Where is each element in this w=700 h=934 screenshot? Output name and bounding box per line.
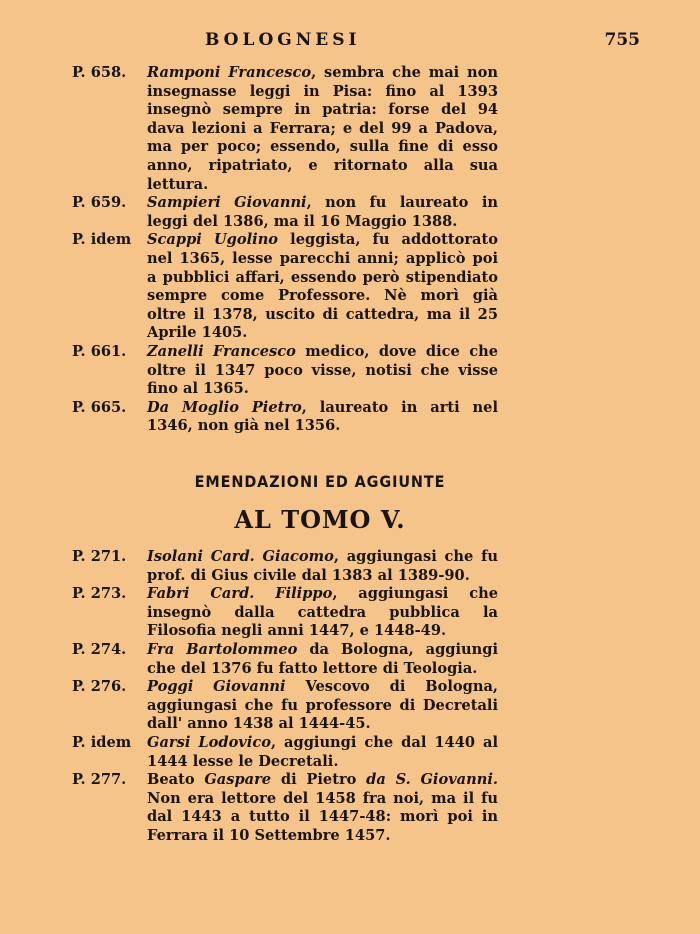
entry-665: [72, 399, 498, 436]
entry-name-2: da S. Giovanni.: [366, 771, 498, 789]
entry-text: , sembra che mai non insegnasse leggi in Pisa: fino al 1393 insegnò sempre in patria: forse del 94 dava lezioni a Ferrara; e del 99 a Padova, ma per poco; essendo, sulla fine di esso anno, ripatriato, e ritornato alla sua lettura.: [147, 64, 499, 193]
entry-prefix: Beato: [147, 771, 205, 789]
entry-name: Isolani Card. Giacomo: [147, 548, 334, 565]
entry-name: Garsi Lodovico: [147, 733, 271, 751]
entry-ref: P. 665.: [72, 398, 127, 416]
running-title: BOLOGNESI: [205, 30, 361, 50]
page-number: 755: [604, 30, 640, 50]
entry-ref: P. 658.: [72, 64, 127, 81]
entry-ref: P. idem: [72, 231, 132, 249]
section-title-tomo: AL TOMO V.: [234, 505, 406, 534]
entry-ref: P. 659.: [72, 194, 127, 212]
entries-top: [72, 64, 498, 436]
entry-text: da Bologna, aggiungi che del 1376 fu fatto lettore di Teologia.: [147, 640, 498, 677]
entry-274: [72, 641, 498, 678]
entry-text: leggista, fu addottorato nel 1365, lesse parecchi anni; applicò poi a pubblici affari, essendo però stipendiato sempre come Professore. Nè morì già oltre il 1378, uscito di cattedra, ma il 25 Aprile 1405.: [147, 231, 498, 342]
entry-ref: P. 273.: [72, 585, 127, 603]
entry-text: , aggiungasi che insegnò dalla cattedra pubblica la Filosofia negli anni 1447, e 1448-49.: [147, 585, 498, 640]
entry-276: [72, 678, 498, 734]
entry-ref: P. idem: [72, 733, 132, 751]
entry-ref: P. 661.: [72, 342, 127, 360]
entry-name: Scappi Ugolino: [147, 231, 279, 249]
entry-ref: P. 276.: [72, 678, 127, 696]
entry-text: , aggiungi che dal 1440 al 1444 lesse le Decretali.: [147, 733, 499, 770]
entry-name: Zanelli Francesco: [147, 342, 296, 360]
entries-bottom: [72, 548, 498, 846]
entry-659-idem: [72, 231, 498, 343]
entry-name: Poggi Giovanni: [147, 678, 286, 696]
entry-name: Da Moglio Pietro: [147, 398, 302, 416]
entry-text: , aggiungasi che fu prof. di Gius civile dal 1383 al 1389-90.: [147, 548, 498, 584]
entry-name: Fabri Card. Filippo: [147, 585, 333, 603]
entry-277: [72, 771, 498, 845]
entry-276-idem: [72, 734, 498, 771]
entry-661: [72, 343, 498, 399]
entry-ref: P. 277.: [72, 771, 127, 789]
running-head: [205, 30, 640, 50]
entry-273: [72, 585, 498, 641]
entry-name: Gaspare: [204, 771, 272, 789]
entry-name: Sampieri Giovanni: [147, 194, 307, 212]
entry-658: [72, 64, 498, 194]
entry-text: , non fu laureato in leggi del 1386, ma il 16 Maggio 1388.: [147, 194, 498, 230]
entry-name: Fra Bartolommeo: [147, 640, 298, 658]
entry-ref: P. 274.: [72, 640, 127, 658]
section-title-emendazioni: EMENDAZIONI ED AGGIUNTE: [194, 472, 446, 491]
entry-text: Non era lettore del 1458 fra noi, ma il fu dal 1443 a tutto il 1447-48: morì poi in Ferrara il 10 Settembre 1457.: [147, 789, 498, 844]
entry-mid: di Pietro: [271, 771, 367, 789]
entry-text: Vescovo di Bologna, aggiungasi che fu professore di Decretali dall' anno 1438 al 1444-45.: [147, 678, 498, 733]
entry-ref: P. 271.: [72, 548, 127, 565]
entry-659: [72, 194, 498, 231]
entry-name: Ramponi Francesco: [147, 64, 312, 81]
entry-text: medico, dove dice che oltre il 1347 poco visse, notisi che visse fino al 1365.: [147, 342, 498, 398]
entry-text: , laureato in arti nel 1346, non già nel 1356.: [147, 398, 498, 435]
entry-271: [72, 548, 498, 585]
